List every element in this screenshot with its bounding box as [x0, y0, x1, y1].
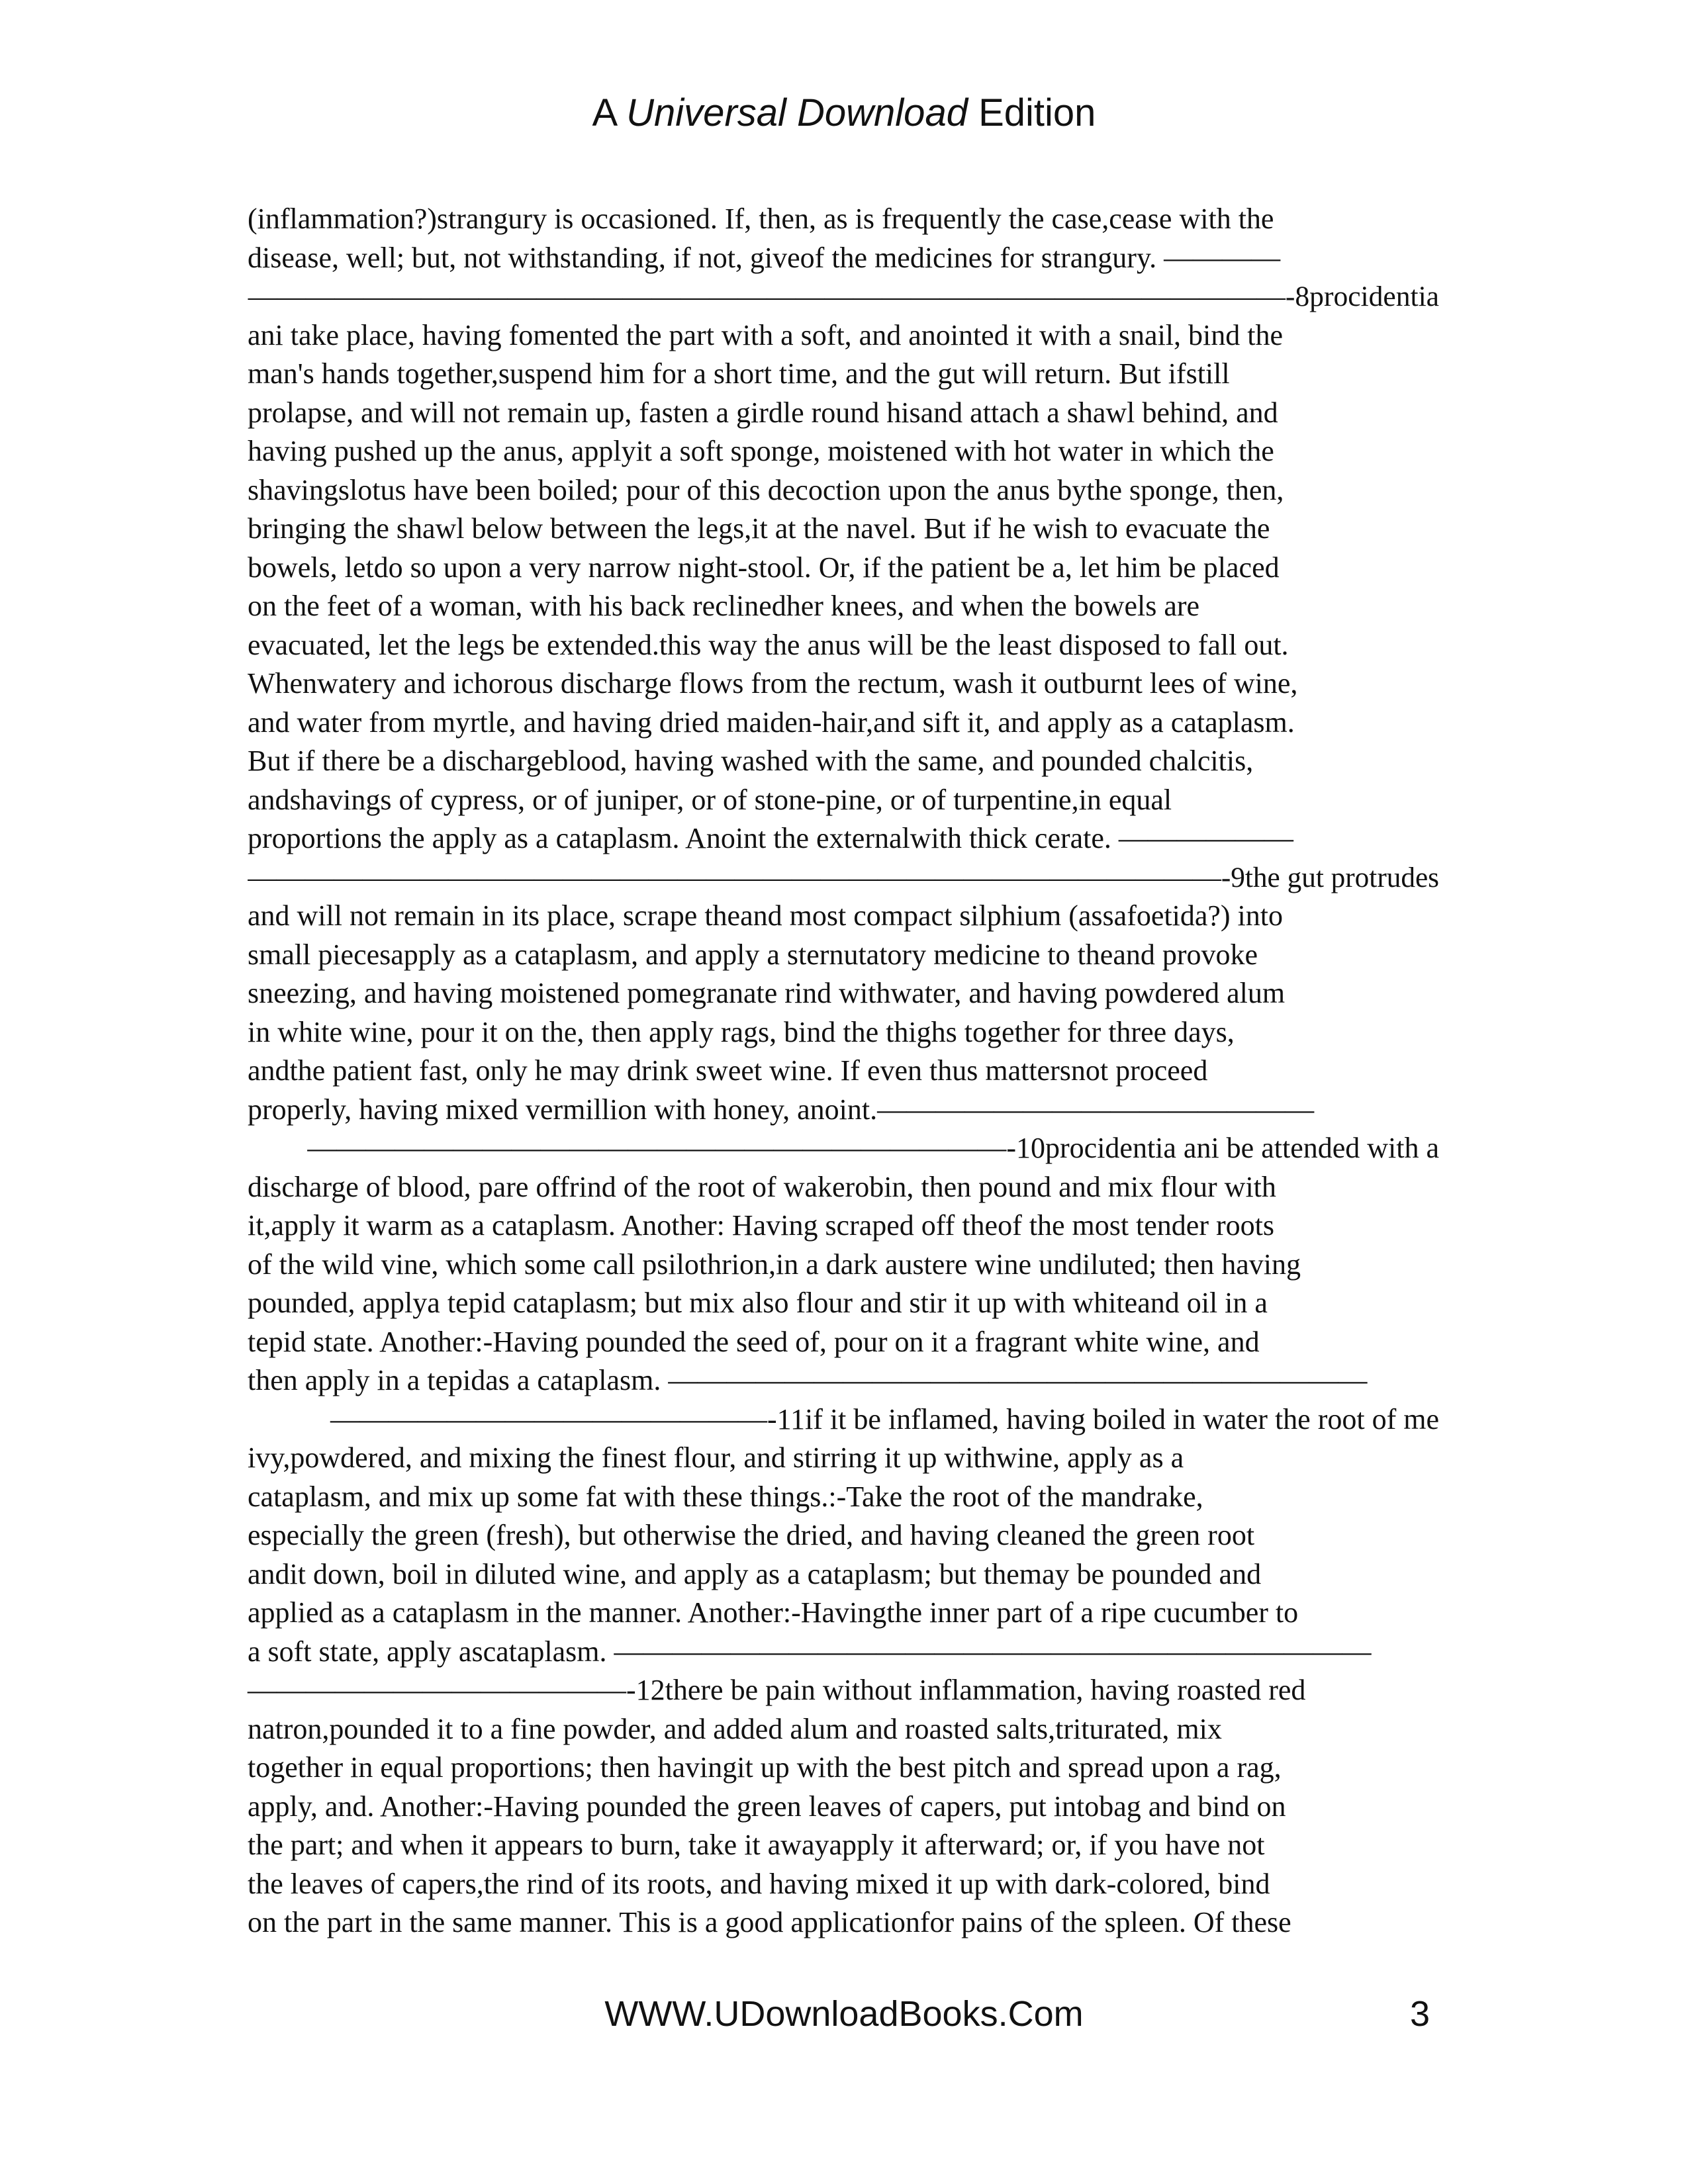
- text-line: in white wine, pour it on the, then apply rags, bind the thighs together for three days,: [248, 1015, 1235, 1048]
- text-line: —————————————-12there be pain without inflammation, having roasted red: [248, 1674, 1306, 1706]
- text-line: the leaves of capers,the rind of its roots, and having mixed it up with dark-colored, bind: [248, 1867, 1270, 1900]
- text-line: ————————————————————————-10procidentia ani be attended with a: [307, 1132, 1439, 1164]
- text-line: a soft state, apply ascataplasm. ——————————————————————————: [248, 1635, 1372, 1668]
- text-line: having pushed up the anus, applyit a soft sponge, moistened with hot water in which the: [248, 435, 1274, 467]
- text-line: bringing the shawl below between the legs,it at the navel. But if he wish to evacuate the: [248, 512, 1270, 545]
- text-line: discharge of blood, pare offrind of the root of wakerobin, then pound and mix flour with: [248, 1170, 1276, 1203]
- text-line: ——————————————————————————————————-9the gut protrudes: [248, 861, 1439, 893]
- text-line: evacuated, let the legs be extended.this way the anus will be the least disposed to fall out.: [248, 628, 1289, 661]
- text-line: of the wild vine, which some call psilothrion,in a dark austere wine undiluted; then having: [248, 1248, 1301, 1281]
- header-title: Universal Download: [626, 91, 968, 134]
- text-line: bowels, letdo so upon a very narrow night-stool. Or, if the patient be a, let him be placed: [248, 551, 1280, 584]
- body-text: [248, 200, 1439, 1942]
- page-number: 3: [1409, 1994, 1430, 2034]
- text-line: ———————————————-11if it be inflamed, having boiled in water the root of me: [330, 1402, 1439, 1435]
- text-line: on the part in the same manner. This is a good applicationfor pains of the spleen. Of these: [248, 1906, 1291, 1938]
- text-line: then apply in a tepidas a cataplasm. ————————————————————————: [248, 1364, 1368, 1396]
- text-line: cataplasm, and mix up some fat with these things.:-Take the root of the mandrake,: [248, 1480, 1203, 1513]
- text-line: andshavings of cypress, or of juniper, or of stone-pine, or of turpentine,in equal: [248, 783, 1172, 816]
- text-line: together in equal proportions; then havingit up with the best pitch and spread upon a rag,: [248, 1751, 1282, 1784]
- text-line: disease, well; but, not withstanding, if not, giveof the medicines for strangury. ————: [248, 241, 1281, 274]
- text-line: properly, having mixed vermillion with honey, anoint.———————————————: [248, 1093, 1315, 1126]
- text-line: But if there be a dischargeblood, having washed with the same, and pounded chalcitis,: [248, 745, 1254, 777]
- text-line: prolapse, and will not remain up, fasten a girdle round hisand attach a shawl behind, and: [248, 396, 1278, 429]
- footer-url: WWW.UDownloadBooks.Com: [604, 1994, 1084, 2034]
- text-line: especially the green (fresh), but otherwise the dried, and having cleaned the green root: [248, 1519, 1255, 1551]
- text-line: pounded, applya tepid cataplasm; but mix also flour and stir it up with whiteand oil in a: [248, 1287, 1268, 1319]
- header-suffix: Edition: [967, 91, 1096, 134]
- text-line: sneezing, and having moistened pomegranate rind withwater, and having powdered alum: [248, 977, 1286, 1009]
- running-header: [0, 91, 1688, 134]
- text-line: apply, and. Another:-Having pounded the green leaves of capers, put intobag and bind on: [248, 1790, 1286, 1823]
- text-line: shavingslotus have been boiled; pour of this decoction upon the anus bythe sponge, then,: [248, 473, 1284, 506]
- text-line: it,apply it warm as a cataplasm. Another: Having scraped off theof the most tender roots: [248, 1209, 1274, 1242]
- text-line: andit down, boil in diluted wine, and apply as a cataplasm; but themay be pounded and: [248, 1557, 1262, 1590]
- text-line: tepid state. Another:-Having pounded the seed of, pour on it a fragrant white wine, and: [248, 1325, 1260, 1358]
- text-line: ivy,powdered, and mixing the finest flour, and stirring it up withwine, apply as a: [248, 1441, 1184, 1474]
- text-line: and water from myrtle, and having dried maiden-hair,and sift it, and apply as a cataplasm.: [248, 705, 1295, 739]
- text-line: proportions the apply as a cataplasm. Anoint the externalwith thick cerate. ——————: [248, 822, 1293, 854]
- text-line: (inflammation?)strangury is occasioned. If, then, as is frequently the case,cease with the: [248, 203, 1274, 235]
- text-line: and will not remain in its place, scrape theand most compact silphium (assafoetida?) into: [248, 899, 1283, 932]
- text-line: ani take place, having fomented the part with a soft, and anointed it with a snail, bind the: [248, 318, 1283, 351]
- header-prefix: A: [592, 91, 627, 134]
- text-line: the part; and when it appears to burn, take it awayapply it afterward; or, if you have not: [248, 1829, 1265, 1861]
- text-line: applied as a cataplasm in the manner. Another:-Havingthe inner part of a ripe cucumber to: [248, 1596, 1299, 1629]
- text-line: small piecesapply as a cataplasm, and apply a sternutatory medicine to theand provoke: [248, 938, 1258, 971]
- text-line: man's hands together,suspend him for a short time, and the gut will return. But ifstill: [248, 357, 1230, 390]
- text-line: Whenwatery and ichorous discharge flows from the rectum, wash it outburnt lees of wine,: [248, 667, 1298, 700]
- text-line: natron,pounded it to a fine powder, and added alum and roasted salts,triturated, mix: [248, 1712, 1222, 1745]
- text-line: ————————————————————————————————————-8procidentia: [248, 281, 1439, 312]
- text-line: on the feet of a woman, with his back reclinedher knees, and when the bowels are: [248, 590, 1200, 622]
- text-line: andthe patient fast, only he may drink sweet wine. If even thus mattersnot proceed: [248, 1054, 1208, 1087]
